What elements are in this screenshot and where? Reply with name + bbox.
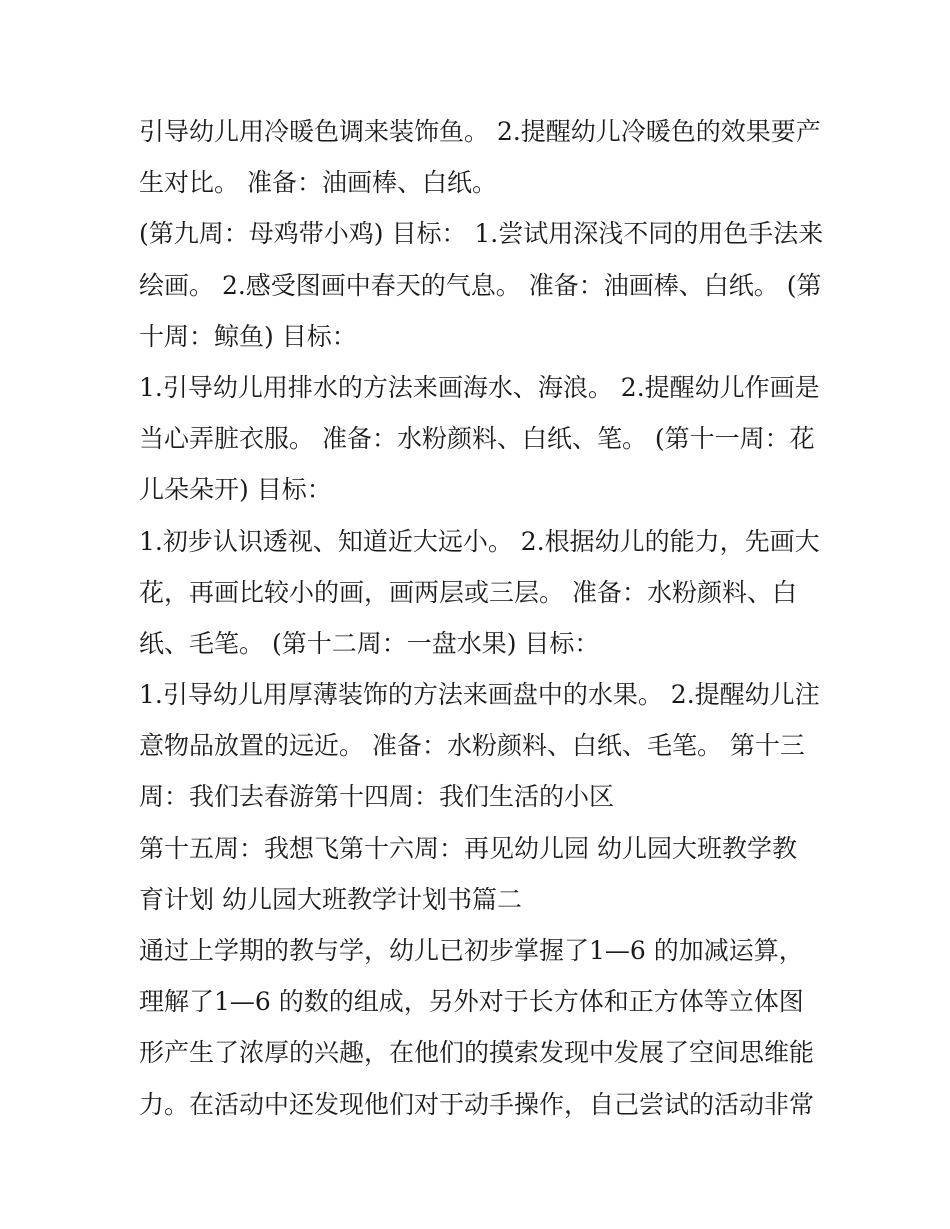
text-line-1: 引导幼儿用冷暖色调来装饰鱼。 2.提醒幼儿冷暖色的效果要产 <box>139 117 821 146</box>
text-line-16: 育计划 幼儿园大班教学计划书篇二 <box>139 884 522 914</box>
text-line-13: 意物品放置的远近。 准备：水粉颜料、白纸、毛笔。 第十三 <box>139 731 805 761</box>
text-line-4: 绘画。 2.感受图画中春天的气息。 准备：油画棒、白纸。 (第 <box>139 270 822 300</box>
text-line-3: (第九周：母鸡带小鸡) 目标： 1.尝试用深浅不同的用色手法来 <box>139 219 824 249</box>
text-line-8: 儿朵朵开) 目标： <box>139 475 332 505</box>
text-line-15: 第十五周：我想飞第十六周：再见幼儿园 幼儿园大班教学教 <box>139 833 797 863</box>
text-line-19: 形产生了浓厚的兴趣，在他们的摸索发现中发展了空间思维能 <box>139 1038 815 1068</box>
text-line-18: 理解了1—6 的数的组成，另外对于长方体和正方体等立体图 <box>139 987 804 1017</box>
text-line-20: 力。在活动中还发现他们对于动手操作，自己尝试的活动非常 <box>139 1089 815 1119</box>
text-line-14: 周：我们去春游第十四周：我们生活的小区 <box>139 782 615 812</box>
text-line-5: 十周：鲸鱼) 目标： <box>139 321 357 351</box>
text-line-10: 花，再画比较小的画，画两层或三层。 准备：水粉颜料、白 <box>139 577 797 607</box>
text-line-11: 纸、毛笔。 (第十二周：一盘水果) 目标： <box>139 628 600 658</box>
text-line-17: 通过上学期的教与学，幼儿已初步掌握了1—6 的加减运算， <box>139 936 804 965</box>
text-line-6: 1.引导幼儿用排水的方法来画海水、海浪。 2.提醒幼儿作画是 <box>139 372 820 402</box>
body-text <box>139 106 824 1130</box>
text-line-9: 1.初步认识透视、知道近大远小。 2.根据幼儿的能力，先画大 <box>139 526 820 556</box>
text-line-2: 生对比。 准备：油画棒、白纸。 <box>139 168 497 198</box>
text-line-12: 1.引导幼儿用厚薄装饰的方法来画盘中的水果。 2.提醒幼儿注 <box>139 680 820 710</box>
text-line-7: 当心弄脏衣服。 准备：水粉颜料、白纸、笔。 (第十一周：花 <box>139 424 815 454</box>
